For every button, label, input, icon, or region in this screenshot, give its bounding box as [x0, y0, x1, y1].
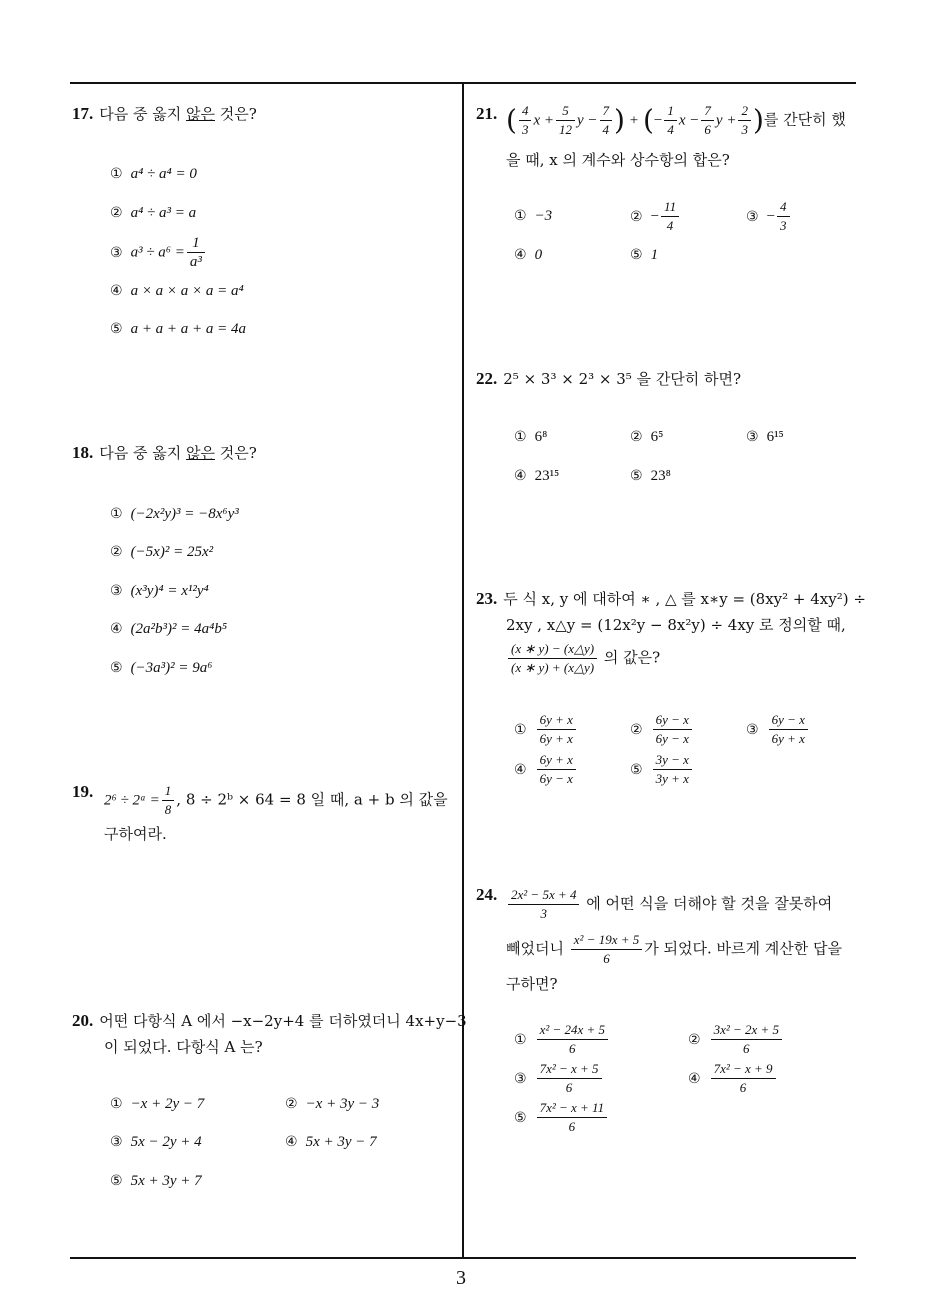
choice-20-5[interactable]: ⑤ 5x + 3y + 7	[110, 1173, 202, 1189]
choice-21-2[interactable]: ② − $\frac{11}{4}$	[630, 198, 681, 235]
choice-23-3[interactable]: ③ $\frac{6y - x}{6y + x}$	[746, 711, 810, 748]
choice-17-4[interactable]: ④ a × a × a × a = a⁴	[110, 283, 244, 299]
choice-21-3[interactable]: ③ − $\frac{4}{3}$	[746, 198, 792, 235]
question-number: 22.	[476, 369, 498, 388]
choice-21-1[interactable]: ① −3	[514, 208, 553, 224]
question-number: 17.	[72, 104, 94, 123]
choice-18-2[interactable]: ② (−5x)² = 25x²	[110, 544, 214, 560]
question-21-stem: ( $\frac{4}{3}$ x + $\frac{5}{12}$ y − $\frac{7}{4}$ ) + (− $\frac{1}{4}$ x − $\frac{7}{6}$ y + $\frac{2}{3}$ )를 간단히 했	[506, 103, 846, 137]
choice-20-3[interactable]: ③ 5x − 2y + 4	[110, 1134, 202, 1150]
choice-23-1[interactable]: ① $\frac{6y + x}{6y + x}$	[514, 711, 578, 748]
choice-24-2[interactable]: ② $\frac{\text{3x² − 2x + 5}}{6}$	[688, 1021, 784, 1058]
choice-21-4[interactable]: ④ 0	[514, 247, 543, 263]
bottom-rule	[70, 1257, 856, 1259]
question-stem: 다음 중 옳지 않은 것은?	[99, 105, 257, 123]
question-number: 19.	[72, 782, 94, 801]
choice-22-2[interactable]: ② 6⁵	[630, 429, 664, 445]
choice-17-1[interactable]: ① a⁴ ÷ a⁴ = 0	[110, 166, 197, 182]
question-stem: 다음 중 옳지 않은 것은?	[99, 444, 257, 462]
choice-17-2[interactable]: ② a⁴ ÷ a³ = a	[110, 205, 197, 221]
question-number: 18.	[72, 443, 94, 462]
choice-21-5[interactable]: ⑤ 1	[630, 247, 659, 263]
choice-24-3[interactable]: ③ $\frac{\text{7x² − x + 5}}{6}$	[514, 1060, 604, 1097]
question-number: 20.	[72, 1011, 94, 1030]
question-24-line2: 빼었더니 $\frac{\text{x² − 19x + 5}}{6}$ 가 되었다. 바르게 계산한 답을	[506, 932, 842, 966]
choice-22-5[interactable]: ⑤ 23⁸	[630, 468, 671, 484]
choice-24-1[interactable]: ① $\frac{\text{x² − 24x + 5}}{6}$	[514, 1021, 610, 1058]
choice-17-5[interactable]: ⑤ a + a + a + a = 4a	[110, 321, 247, 337]
question-21-line2: 을 때, x 의 계수와 상수항의 합은?	[506, 151, 730, 169]
choice-22-1[interactable]: ① 6⁸	[514, 429, 548, 445]
question-20-line2: 이 되었다. 다항식 A 는?	[104, 1038, 263, 1056]
choice-17-3[interactable]: ③ a³ ÷ a⁶ = $\frac{1}{\text{a³}}$	[110, 234, 207, 271]
question-19	[72, 782, 99, 802]
choice-23-5[interactable]: ⑤ $\frac{3y - x}{3y + x}$	[630, 751, 694, 788]
question-21	[476, 104, 503, 124]
choice-20-1[interactable]: ① −x + 2y − 7	[110, 1096, 205, 1112]
question-stem: 어떤 다항식 A 에서 −x−2y+4 를 더하였더니 4x+y−3	[99, 1012, 467, 1030]
choice-23-2[interactable]: ② $\frac{6y - x}{6y - x}$	[630, 711, 694, 748]
question-18	[72, 443, 257, 463]
question-number: 23.	[476, 589, 498, 608]
choice-18-1[interactable]: ① (−2x²y)³ = −8x⁶y³	[110, 506, 239, 522]
choice-20-4[interactable]: ④ 5x + 3y − 7	[285, 1134, 377, 1150]
question-stem: 2⁵ × 3³ × 2³ × 3⁵ 을 간단히 하면?	[503, 370, 742, 388]
question-24	[476, 885, 503, 905]
choice-22-4[interactable]: ④ 23¹⁵	[514, 468, 560, 484]
question-19-stem: 2⁶ ÷ 2ᵃ = $\frac{1}{8}$ , 8 ÷ 2ᵇ × 64 = 8 일 때, a + b 의 값을	[104, 783, 448, 817]
choice-18-3[interactable]: ③ (x³y)⁴ = x¹²y⁴	[110, 583, 209, 599]
question-20	[72, 1011, 467, 1031]
choice-24-5[interactable]: ⑤ $\frac{\text{7x² − x + 11}}{6}$	[514, 1099, 609, 1136]
question-23-line3: $\frac{(x ∗ y) - (x\triangle y)}{(x ∗ y) + (x\triangle y)}$ 의 값은?	[506, 640, 660, 677]
question-stem: 두 식 x, y 에 대하여 ∗ , △ 를 x∗y = (8xy² + 4xy²) ÷	[503, 590, 866, 608]
question-24-line3: 구하면?	[506, 975, 558, 993]
question-24-stem: $\frac{\text{2x² − 5x + 4}}{3}$ 에 어떤 식을 더해야 할 것을 잘못하여	[506, 886, 832, 923]
question-number: 21.	[476, 104, 498, 123]
question-17	[72, 104, 257, 124]
question-number: 24.	[476, 885, 498, 904]
choice-18-4[interactable]: ④ (2a²b³)² = 4a⁴b⁵	[110, 621, 228, 637]
choice-24-4[interactable]: ④ $\frac{\text{7x² − x + 9}}{6}$	[688, 1060, 778, 1097]
question-22	[476, 369, 741, 389]
choice-18-5[interactable]: ⑤ (−3a³)² = 9a⁶	[110, 660, 213, 676]
question-23	[476, 589, 866, 609]
choice-22-3[interactable]: ③ 6¹⁵	[746, 429, 784, 445]
question-23-line2: 2xy , x△y = (12x²y − 8x²y) ÷ 4xy 로 정의할 때,	[506, 616, 846, 634]
column-divider	[462, 82, 464, 1258]
choice-20-2[interactable]: ② −x + 3y − 3	[285, 1096, 380, 1112]
page-number: 3	[456, 1267, 466, 1289]
question-19-line2: 구하여라.	[104, 825, 167, 843]
choice-23-4[interactable]: ④ $\frac{6y + x}{6y - x}$	[514, 751, 578, 788]
